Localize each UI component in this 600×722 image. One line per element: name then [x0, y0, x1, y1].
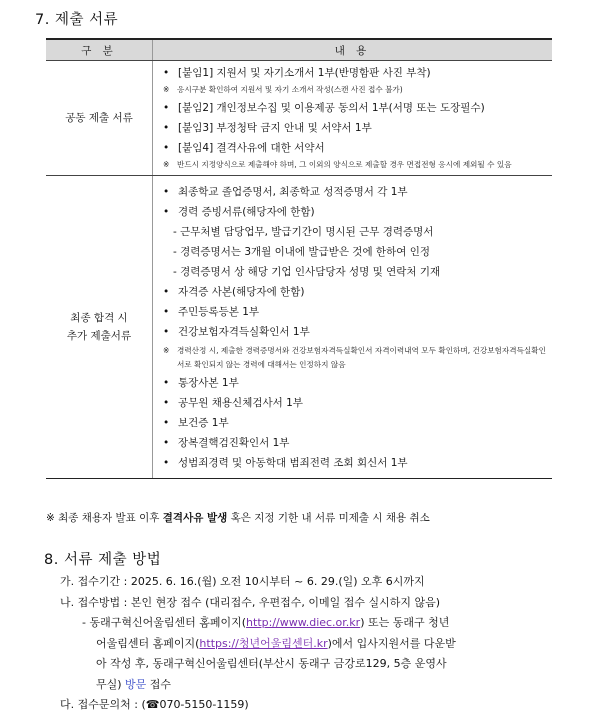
- sub-item: - 근무처별 담당업무, 발급기간이 명시된 근무 경력증명서: [173, 226, 434, 238]
- section-8-title: 8. 서류 제출 방법: [44, 552, 162, 568]
- desc-line-2: [60, 634, 580, 655]
- desc-text: ) 또는 동래구 청년: [360, 616, 450, 629]
- sub-item: - 경력증명서는 3개월 이내에 발급받은 것에 한하여 인정: [173, 246, 430, 258]
- visit-text: 방문: [125, 677, 147, 691]
- header-content: 내 용: [153, 39, 553, 61]
- desc-text: 무실): [96, 677, 126, 691]
- list-item: • 보건증 1부: [161, 414, 552, 433]
- desc-text: 접수: [146, 677, 172, 691]
- list-item: • 경력 증빙서류(해당자에 한함): [161, 203, 552, 222]
- list-item: • [붙임2] 개인정보수집 및 이용제공 동의서 1부(서명 또는 도장필수): [161, 99, 552, 118]
- cancellation-footnote: [46, 510, 430, 525]
- list-item: • 통장사본 1부: [161, 374, 552, 393]
- list-item: • 건강보험자격득실확인서 1부: [161, 323, 552, 342]
- list-item: • [붙임4] 결격사유에 대한 서약서: [161, 139, 552, 158]
- link-youth-center[interactable]: https://청년어울림센터.kr: [199, 636, 328, 650]
- desc-text: )에서 입사지원서를 다운받: [327, 636, 456, 650]
- header-category: 구 분: [46, 39, 153, 61]
- note: ※ 응시구분 확인하여 지원서 및 자기 소개서 작성(스캔 사진 접수 불가): [161, 85, 552, 96]
- list-item: • 최종학교 졸업증명서, 최종학교 성적증명서 각 1부: [161, 183, 552, 202]
- common-documents-row: [46, 61, 552, 176]
- table-header-row: [46, 39, 552, 61]
- final-documents-row: [46, 176, 552, 479]
- final-category: [46, 176, 153, 479]
- desc-line-3: 아 작성 후, 동래구혁신어울림센터(부산시 동래구 금강로129, 5층 운영사: [96, 657, 447, 670]
- common-category: 공동 제출 서류: [46, 61, 153, 176]
- list-item: • 공무원 채용신체검사서 1부: [161, 394, 552, 413]
- list-item: • 자격증 사본(해당자에 한함): [161, 283, 552, 302]
- contact-line: 다. 접수문의처 : (☎070-5150-1159): [60, 698, 249, 711]
- section-7-title: 7. 제출 서류: [35, 12, 119, 28]
- desc-line-4: [60, 675, 580, 696]
- method-line: 나. 접수방법 : 본인 현장 접수 (대리접수, 우편접수, 이메일 접수 실시하지 않음): [60, 595, 441, 609]
- final-category-line2: 추가 제출서류: [66, 330, 132, 342]
- submission-method: [60, 572, 580, 716]
- list-item: • [붙임1] 지원서 및 자기소개서 1부(반명함판 사진 부착): [161, 64, 552, 83]
- footnote-text: ※ 최종 채용자 발표 이후: [46, 512, 163, 524]
- note: ※ 반드시 지정양식으로 제출해야 하며, 그 이외의 양식으로 제출할 경우 면접전형 응시에 제외될 수 있음: [161, 160, 552, 171]
- footnote-bold: 결격사유 발생: [162, 512, 228, 524]
- link-diec[interactable]: http://www.diec.or.kr: [246, 616, 361, 629]
- desc-line-1: [60, 613, 580, 634]
- sub-item: - 경력증명서 상 해당 기업 인사담당자 성명 및 연락처 기재: [173, 266, 441, 278]
- final-content: [153, 176, 553, 479]
- period-line: 가. 접수기간 : 2025. 6. 16.(월) 오전 10시부터 ~ 6. 29.(일) 오후 6시까지: [60, 575, 425, 588]
- common-content: [153, 61, 553, 176]
- desc-text: 어울림센터 홈페이지(: [96, 636, 200, 650]
- list-item: • [붙임3] 부정청탁 금지 안내 및 서약서 1부: [161, 119, 552, 138]
- footnote-text-end: 혹은 지정 기한 내 서류 미제출 시 채용 취소: [227, 512, 430, 524]
- desc-text: - 동래구혁신어울림센터 홈페이지(: [82, 616, 247, 629]
- final-category-line1: 최종 합격 시: [70, 312, 128, 324]
- list-item: • 성범죄경력 및 아동학대 범죄전력 조회 회신서 1부: [161, 454, 552, 473]
- list-item: • 장복결핵검진확인서 1부: [161, 434, 552, 453]
- note: ※ 경력산정 시, 제출한 경력증명서와 건강보험자격득실확인서 자격이력내역 모두 확인하며, 건강보험자격득실확인서로 확인되지 않는 경력에 대해서는 인정하지 않음: [161, 344, 552, 371]
- list-item: • 주민등록등본 1부: [161, 303, 552, 322]
- submission-documents-table: [46, 38, 552, 479]
